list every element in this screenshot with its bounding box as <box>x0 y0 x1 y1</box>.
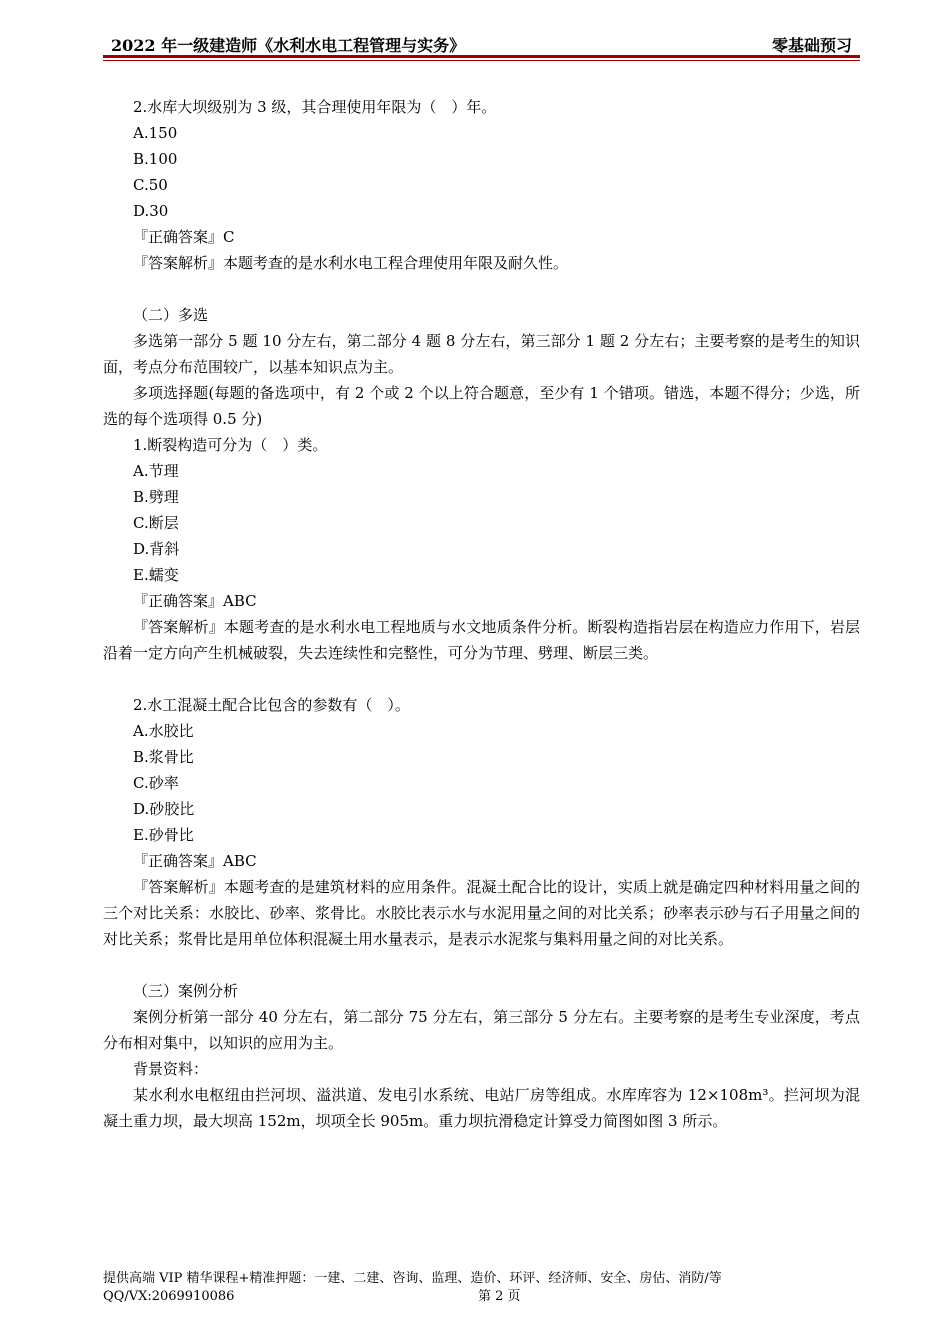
spacer <box>103 666 860 692</box>
spacer <box>103 952 860 978</box>
background-text: 某水利水电枢纽由拦河坝、溢洪道、发电引水系统、电站厂房等组成。水库库容为 12×108m³。拦河坝为混凝土重力坝，最大坝高 152m，坝项全长 905m。重力坝抗滑稳定计算受力简图如图 3 所示。 <box>103 1086 860 1130</box>
option-a: A.水胶比 <box>133 722 194 740</box>
spacer <box>103 276 860 302</box>
footer-contact: QQ/VX:2069910086 <box>103 1289 235 1304</box>
option-c: C.砂率 <box>133 774 179 792</box>
answer-analysis: 『答案解析』本题考查的是建筑材料的应用条件。混凝土配合比的设计，实质上就是确定四种材料用量之间的三个对比关系：水胶比、砂率、浆骨比。水胶比表示水与水泥用量之间的对比关系；砂率表示砂与石子用量之间的对比关系；浆骨比是用单位体积混凝土用水量表示，是表示水泥浆与集料用量之间的对比关系。 <box>103 878 860 948</box>
option-a: A.150 <box>133 124 178 142</box>
header-title: 2022 年一级建造师《水利水电工程管理与实务》 <box>111 36 466 55</box>
correct-answer: 『正确答案』C <box>133 228 235 246</box>
question-stem: 2.水库大坝级别为 3 级，其合理使用年限为（ ）年。 <box>133 98 497 116</box>
option-d: D.砂胶比 <box>133 800 195 818</box>
page-footer <box>103 1270 860 1306</box>
page-header <box>103 28 860 56</box>
case-intro: 案例分析第一部分 40 分左右，第二部分 75 分左右，第三部分 5 分左右。主要考察的是考生专业深度，考点分布相对集中，以知识的应用为主。 <box>103 1008 860 1052</box>
header-tag: 零基础预习 <box>771 36 852 55</box>
page-content <box>103 94 860 1134</box>
option-e: E.砂骨比 <box>133 826 194 844</box>
correct-answer: 『正确答案』ABC <box>133 592 257 610</box>
page-number: 第 2 页 <box>478 1289 521 1304</box>
option-c: C.断层 <box>133 514 179 532</box>
question-multi-1 <box>103 432 860 666</box>
footer-promo: 提供高端 VIP 精华课程+精准押题：一建、二建、咨询、监理、造价、环评、经济师、安全、房估、消防/等 <box>103 1271 722 1286</box>
multi-rule: 多项选择题(每题的备选项中，有 2 个或 2 个以上符合题意，至少有 1 个错项。错选，本题不得分；少选，所选的每个选项得 0.5 分) <box>103 384 860 428</box>
option-a: A.节理 <box>133 462 179 480</box>
option-d: D.背斜 <box>133 540 180 558</box>
option-d: D.30 <box>133 202 169 220</box>
question-stem: 2.水工混凝土配合比包含的参数有（ ）。 <box>133 696 410 714</box>
answer-analysis: 『答案解析』本题考查的是水利水电工程合理使用年限及耐久性。 <box>133 254 569 272</box>
answer-analysis: 『答案解析』本题考查的是水利水电工程地质与水文地质条件分析。断裂构造指岩层在构造应力作用下，岩层沿着一定方向产生机械破裂，失去连续性和完整性，可分为节理、劈理、断层三类。 <box>103 618 860 662</box>
section-heading-multi: （二）多选 <box>133 306 209 324</box>
option-e: E.蠕变 <box>133 566 179 584</box>
correct-answer: 『正确答案』ABC <box>133 852 257 870</box>
background-label: 背景资料： <box>133 1060 209 1078</box>
option-b: B.浆骨比 <box>133 748 194 766</box>
header-rule-thick <box>103 55 860 58</box>
question-stem: 1.断裂构造可分为（ ）类。 <box>133 436 328 454</box>
header-rule-thin <box>103 60 860 61</box>
multi-intro: 多选第一部分 5 题 10 分左右，第二部分 4 题 8 分左右，第三部分 1 题 2 分左右；主要考察的是考生的知识面，考点分布范围较广，以基本知识点为主。 <box>103 332 860 376</box>
section-heading-case: （三）案例分析 <box>133 982 239 1000</box>
option-b: B.劈理 <box>133 488 179 506</box>
option-c: C.50 <box>133 176 168 194</box>
option-b: B.100 <box>133 150 178 168</box>
question-single-2 <box>103 94 860 276</box>
question-multi-2 <box>103 692 860 952</box>
